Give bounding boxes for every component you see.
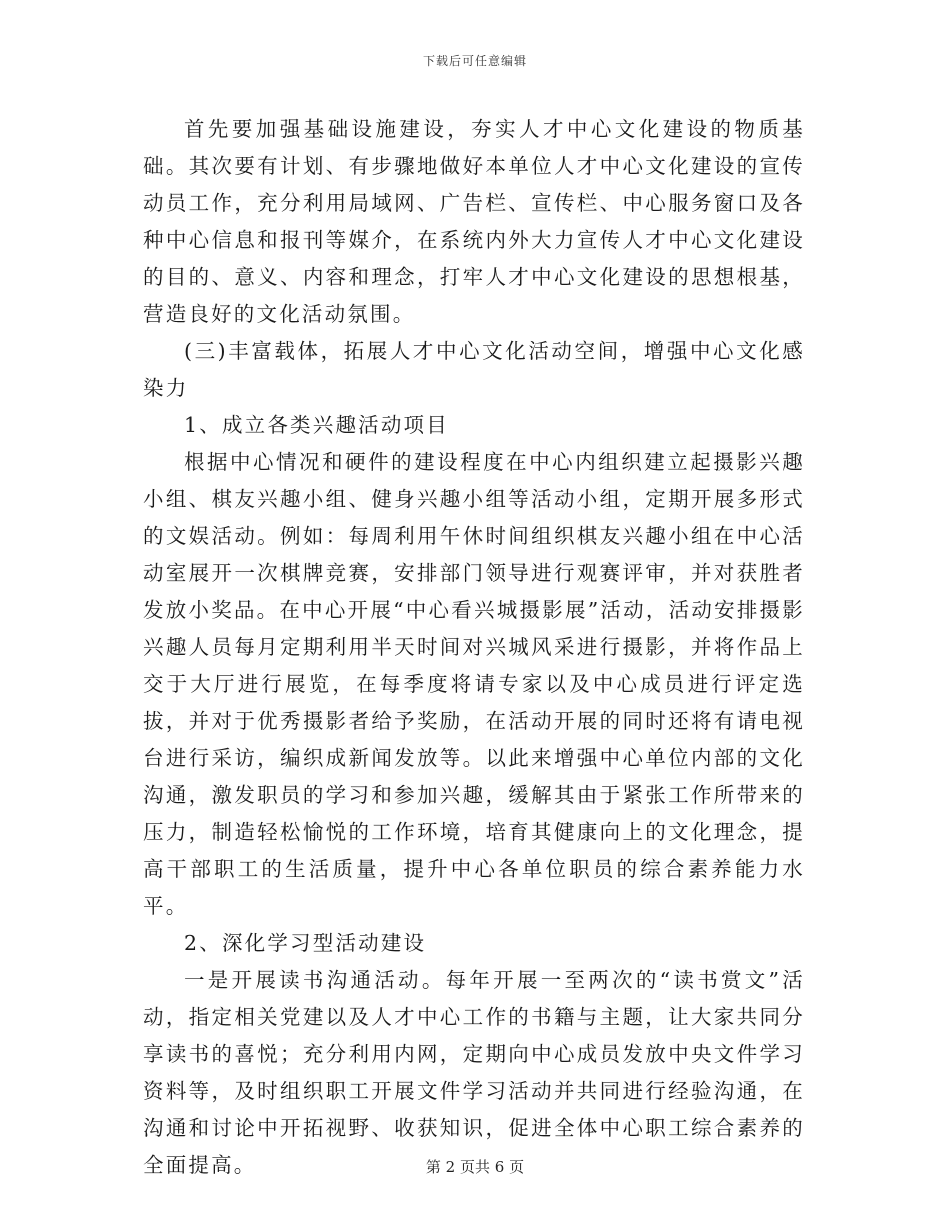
subheading-2: 2、深化学习型活动建设 <box>184 931 427 955</box>
subheading-1: 1、成立各类兴趣活动项目 <box>184 413 449 437</box>
page-footer: 第 2 页共 6 页 <box>425 1158 525 1176</box>
page-header: 下载后可任意编辑 <box>422 54 527 68</box>
paragraph-reading-activity: 一是开展读书沟通活动。每年开展一至两次的“读书赏文”活动，指定相关党建以及人才中心工作的书籍与主题，让大家共同分享读书的喜悦；充分利用内网，定期向中心成员发放中央文件学习资料等，及时组织职工开展文件学习活动并共同进行经验沟通，在沟通和讨论中开拓视野、收获知识，促进全体中心职工综合素养的全面提高。 <box>143 968 805 1177</box>
paragraph-infrastructure: 首先要加强基础设施建设，夯实人才中心文化建设的物质基础。其次要有计划、有步骤地做好本单位人才中心文化建设的宣传动员工作，充分利用局域网、广告栏、宣传栏、中心服务窗口及各种中心信息和报刊等媒介，在系统内外大力宣传人才中心文化建设的目的、意义、内容和理念，打牢人才中心文化建设的思想根基，营造良好的文化活动氛围。 <box>143 117 805 326</box>
paragraph-interest-groups: 根据中心情况和硬件的建设程度在中心内组织建立起摄影兴趣小组、棋友兴趣小组、健身兴趣小组等活动小组，定期开展多形式的文娱活动。例如：每周利用午休时间组织棋友兴趣小组在中心活动室展开一次棋牌竞赛，安排部门领导进行观赛评审，并对获胜者发放小奖品。在中心开展“中心看兴城摄影展”活动，活动安排摄影兴趣人员每月定期利用半天时间对兴城风采进行摄影，并将作品上交于大厅进行展览，在每季度将请专家以及中心成员进行评定选拔，并对于优秀摄影者给予奖励，在活动开展的同时还将有请电视台进行采访，编织成新闻发放等。以此来增强中心单位内部的文化沟通，激发职员的学习和参加兴趣，缓解其由于紧张工作所带来的压力，制造轻松愉悦的工作环境，培育其健康向上的文化理念，提高干部职工的生活质量，提升中心各单位职员的综合素养能力水平。 <box>143 450 805 918</box>
document-body <box>143 111 805 1184</box>
section-heading-3: (三)丰富载体，拓展人才中心文化活动空间，增强中心文化感染力 <box>143 339 805 400</box>
